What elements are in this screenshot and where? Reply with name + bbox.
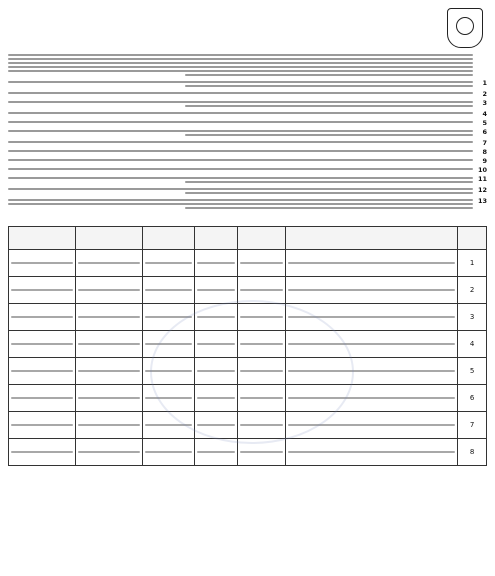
table-cell	[286, 412, 458, 439]
text-line-placeholder	[145, 289, 193, 291]
table-cell	[142, 358, 195, 385]
paragraph-text	[8, 148, 473, 154]
col-header-deposit	[9, 227, 76, 250]
text-line-placeholder	[8, 159, 473, 161]
text-line-placeholder	[185, 74, 473, 76]
paragraph-text	[8, 157, 473, 163]
paragraph-number: 7	[482, 139, 487, 147]
text-line-placeholder	[197, 451, 235, 453]
text-line-placeholder	[78, 424, 140, 426]
text-line-placeholder	[8, 66, 473, 68]
text-line-placeholder	[185, 85, 473, 87]
table-cell	[75, 250, 142, 277]
text-line-placeholder	[8, 58, 473, 60]
table-cell	[238, 250, 286, 277]
text-line-placeholder	[197, 424, 235, 426]
table-cell	[9, 358, 76, 385]
paragraph-number: 4	[482, 110, 487, 118]
table-cell	[9, 439, 76, 466]
table-cell	[142, 439, 195, 466]
text-line-placeholder	[11, 451, 73, 453]
table-cell	[75, 385, 142, 412]
table-cell	[286, 304, 458, 331]
text-line-placeholder	[185, 105, 473, 107]
table-title	[8, 215, 487, 224]
text-line-placeholder	[145, 451, 193, 453]
text-line-placeholder	[8, 121, 473, 123]
text-line-placeholder	[78, 262, 140, 264]
paragraph-text	[8, 90, 473, 96]
text-line-placeholder	[78, 343, 140, 345]
table-cell	[9, 304, 76, 331]
table-cell	[238, 277, 286, 304]
notice-paragraph	[8, 139, 487, 147]
text-line-placeholder	[8, 62, 473, 64]
text-line-placeholder	[240, 451, 283, 453]
text-line-placeholder	[185, 134, 473, 136]
paragraph-number: 12	[477, 186, 487, 194]
paragraph-text	[8, 128, 473, 138]
table-cell	[238, 358, 286, 385]
table-cell	[75, 412, 142, 439]
table-cell	[142, 331, 195, 358]
text-line-placeholder	[288, 397, 455, 399]
col-header-use	[238, 227, 286, 250]
notice-paragraph	[8, 110, 487, 118]
text-line-placeholder	[240, 316, 283, 318]
text-line-placeholder	[145, 397, 193, 399]
table-cell	[9, 331, 76, 358]
table-header-row	[9, 227, 487, 250]
text-line-placeholder	[11, 397, 73, 399]
paragraph-text	[8, 79, 473, 89]
notice-paragraph	[8, 90, 487, 98]
notice-paragraph	[8, 79, 487, 89]
text-line-placeholder	[8, 130, 473, 132]
text-line-placeholder	[197, 343, 235, 345]
text-line-placeholder	[145, 343, 193, 345]
table-cell	[238, 385, 286, 412]
text-line-placeholder	[11, 316, 73, 318]
text-line-placeholder	[78, 397, 140, 399]
table-cell	[195, 277, 238, 304]
table-cell	[142, 385, 195, 412]
text-line-placeholder	[8, 81, 473, 83]
text-line-placeholder	[8, 199, 473, 201]
text-line-placeholder	[78, 316, 140, 318]
text-line-placeholder	[240, 424, 283, 426]
paragraph-number: 2	[482, 90, 487, 98]
text-line-placeholder	[11, 262, 73, 264]
text-line-placeholder	[185, 181, 473, 183]
text-line-placeholder	[197, 289, 235, 291]
notice-paragraph	[8, 52, 487, 78]
table-cell	[9, 277, 76, 304]
text-line-placeholder	[145, 370, 193, 372]
text-line-placeholder	[8, 141, 473, 143]
table-cell	[75, 277, 142, 304]
paragraph-text	[8, 166, 473, 172]
text-line-placeholder	[8, 70, 473, 72]
notice-title	[8, 16, 487, 30]
table-row	[9, 304, 487, 331]
text-line-placeholder	[288, 370, 455, 372]
table-cell	[142, 250, 195, 277]
text-line-placeholder	[145, 316, 193, 318]
paragraph-text	[8, 197, 473, 211]
paragraph-text	[8, 99, 473, 109]
paragraph-text	[8, 139, 473, 145]
notice-paragraph	[8, 186, 487, 196]
notice-paragraph	[8, 128, 487, 138]
paragraph-number: 8	[482, 148, 487, 156]
table-row	[9, 439, 487, 466]
table-cell	[238, 412, 286, 439]
paragraph-number: 13	[477, 197, 487, 205]
text-line-placeholder	[8, 188, 473, 190]
table-cell	[238, 439, 286, 466]
table-cell	[195, 304, 238, 331]
table-cell	[286, 358, 458, 385]
text-line-placeholder	[8, 150, 473, 152]
col-header-price	[75, 227, 142, 250]
paragraph-text	[8, 175, 473, 185]
table-cell	[142, 277, 195, 304]
text-line-placeholder	[78, 451, 140, 453]
notice-paragraph	[8, 157, 487, 165]
table-row	[9, 250, 487, 277]
table-row	[9, 358, 487, 385]
paragraph-text	[8, 186, 473, 196]
text-line-placeholder	[288, 262, 455, 264]
table-cell	[286, 331, 458, 358]
table-cell: 5	[458, 358, 487, 385]
paragraph-number: 9	[482, 157, 487, 165]
table-cell	[238, 304, 286, 331]
parcels-table	[8, 226, 487, 466]
table-cell	[238, 331, 286, 358]
table-cell	[286, 385, 458, 412]
text-line-placeholder	[8, 177, 473, 179]
table-row	[9, 331, 487, 358]
table-cell	[75, 331, 142, 358]
table-cell: 7	[458, 412, 487, 439]
text-line-placeholder	[78, 289, 140, 291]
text-line-placeholder	[197, 370, 235, 372]
text-line-placeholder	[240, 262, 283, 264]
table-cell: 8	[458, 439, 487, 466]
paragraph-text	[8, 110, 473, 116]
text-line-placeholder	[8, 101, 473, 103]
text-line-placeholder	[145, 262, 193, 264]
col-header-code	[195, 227, 238, 250]
table-cell	[195, 439, 238, 466]
text-line-placeholder	[8, 168, 473, 170]
notice-paragraph	[8, 119, 487, 127]
table-cell	[75, 358, 142, 385]
table-cell	[75, 439, 142, 466]
text-line-placeholder	[11, 424, 73, 426]
text-line-placeholder	[197, 316, 235, 318]
text-line-placeholder	[8, 112, 473, 114]
table-row	[9, 412, 487, 439]
text-line-placeholder	[11, 343, 73, 345]
text-line-placeholder	[240, 289, 283, 291]
text-line-placeholder	[8, 203, 473, 205]
notice-paragraph	[8, 99, 487, 109]
table-cell	[9, 250, 76, 277]
table-cell	[142, 304, 195, 331]
text-line-placeholder	[145, 424, 193, 426]
col-header-row	[458, 227, 487, 250]
col-header-description	[286, 227, 458, 250]
table-row	[9, 277, 487, 304]
notice-body	[8, 52, 487, 211]
text-line-placeholder	[185, 207, 473, 209]
table-cell	[195, 385, 238, 412]
paragraph-number: 11	[477, 175, 487, 183]
notice-paragraph	[8, 148, 487, 156]
text-line-placeholder	[240, 343, 283, 345]
notice-header	[8, 6, 487, 50]
table-cell	[195, 412, 238, 439]
paragraph-number: 5	[482, 119, 487, 127]
table-cell	[195, 358, 238, 385]
text-line-placeholder	[288, 289, 455, 291]
notice-paragraph	[8, 166, 487, 174]
text-line-placeholder	[288, 316, 455, 318]
table-cell	[195, 331, 238, 358]
table-cell	[9, 385, 76, 412]
text-line-placeholder	[288, 451, 455, 453]
table-cell: 2	[458, 277, 487, 304]
notice-paragraph	[8, 175, 487, 185]
table-cell: 1	[458, 250, 487, 277]
paragraph-number: 1	[482, 79, 487, 87]
text-line-placeholder	[197, 397, 235, 399]
text-line-placeholder	[8, 92, 473, 94]
text-line-placeholder	[240, 370, 283, 372]
table-cell	[142, 412, 195, 439]
paragraph-number: 3	[482, 99, 487, 107]
paragraph-text	[8, 52, 473, 78]
table-cell: 4	[458, 331, 487, 358]
text-line-placeholder	[197, 262, 235, 264]
notice-paragraph	[8, 197, 487, 211]
text-line-placeholder	[288, 343, 455, 345]
table-cell: 3	[458, 304, 487, 331]
paragraph-text	[8, 119, 473, 125]
text-line-placeholder	[11, 370, 73, 372]
table-cell	[9, 412, 76, 439]
table-cell	[286, 439, 458, 466]
table-cell: 6	[458, 385, 487, 412]
table-cell	[286, 277, 458, 304]
text-line-placeholder	[11, 289, 73, 291]
text-line-placeholder	[240, 397, 283, 399]
text-line-placeholder	[78, 370, 140, 372]
table-cell	[195, 250, 238, 277]
text-line-placeholder	[8, 54, 473, 56]
text-line-placeholder	[185, 192, 473, 194]
table-cell	[75, 304, 142, 331]
table-cell	[286, 250, 458, 277]
col-header-area	[142, 227, 195, 250]
paragraph-number: 10	[477, 166, 487, 174]
text-line-placeholder	[288, 424, 455, 426]
table-row	[9, 385, 487, 412]
paragraph-number: 6	[482, 128, 487, 136]
